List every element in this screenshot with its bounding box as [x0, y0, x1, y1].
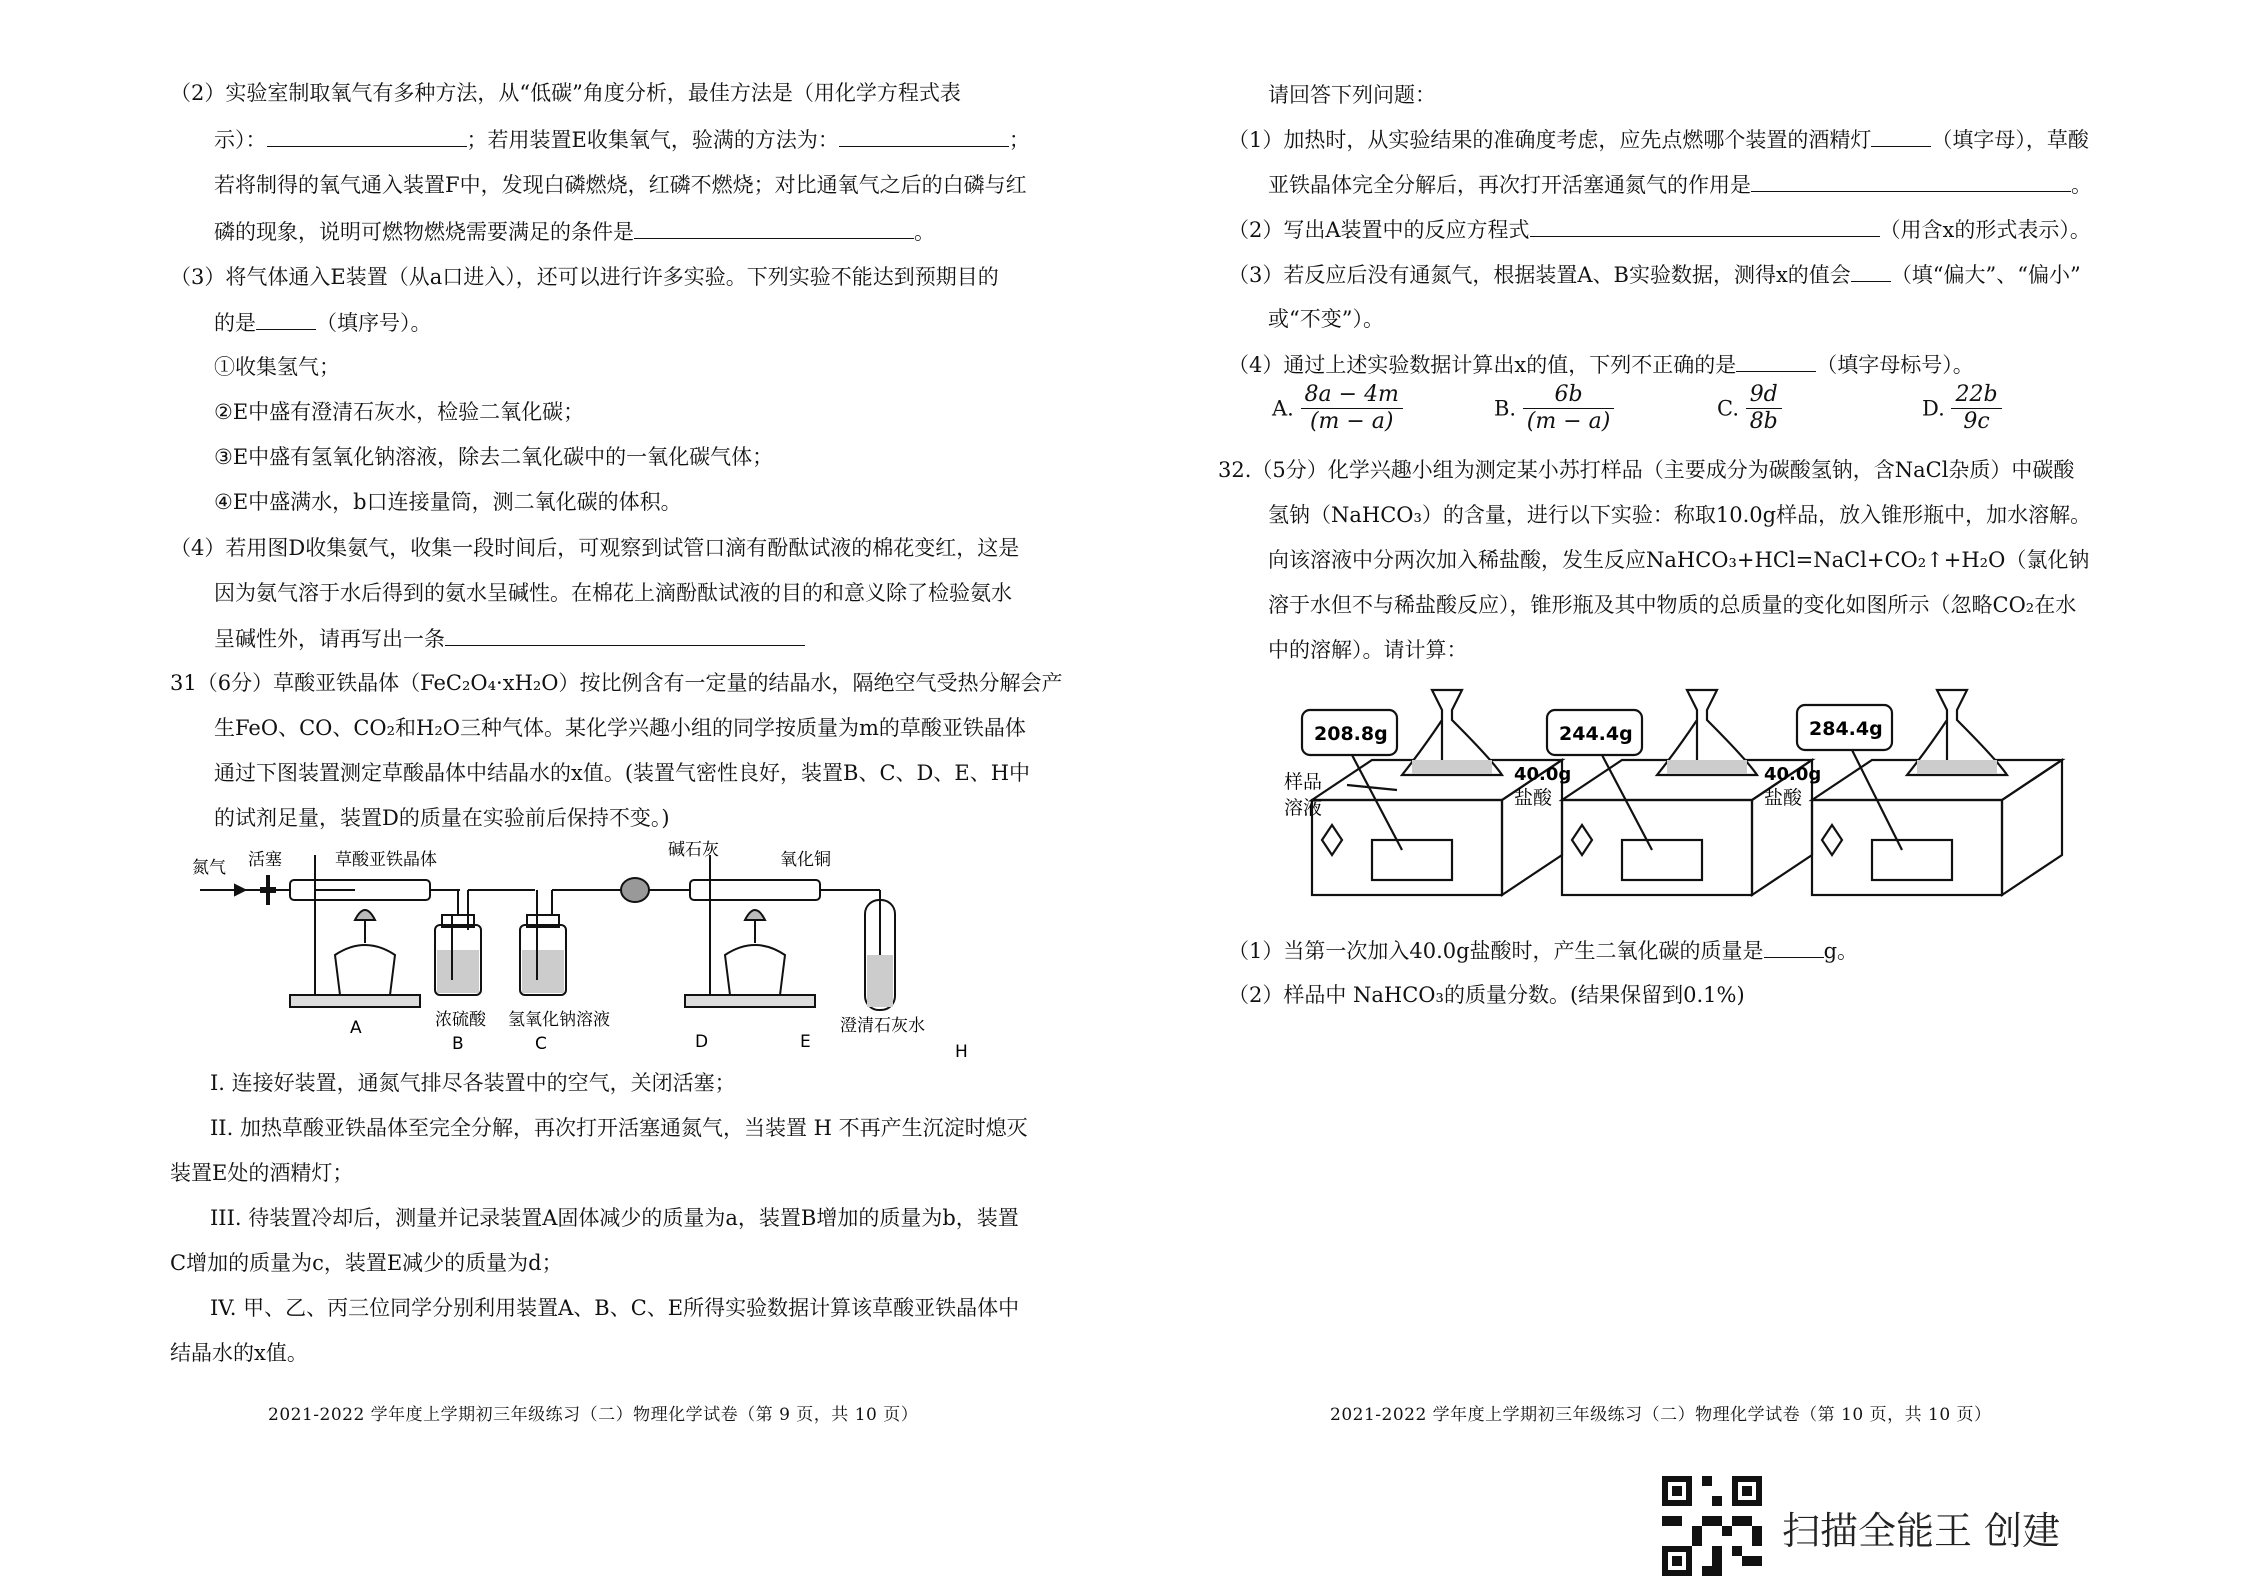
q4-line-3: 呈碱性外，请再写出一条 [214, 623, 805, 654]
label-conc-acid: 浓硫酸 [435, 1010, 486, 1030]
p1-line-1: （1）加热时，从实验结果的准确度考虑，应先点燃哪个装置的酒精灯 （填字母），草酸 [1228, 124, 2089, 155]
label-add-2-mass: 40.0g [1764, 764, 1822, 785]
option-A[interactable]: A. $\frac{8a - 4m}{(m - a)}$ [1272, 382, 1403, 435]
option-D[interactable]: D. $\frac{22b}{9c}$ [1922, 382, 2002, 435]
q2-line-2: 示）： ；若用装置E收集氧气，验满的方法为： ； [214, 124, 1030, 155]
answer-blank[interactable] [256, 307, 316, 330]
answer-blank[interactable] [1530, 214, 1880, 237]
q4-line-1: （4）若用图D收集氨气，收集一段时间后，可观察到试管口滴有酚酞试液的棉花变红，这是 [170, 536, 1020, 560]
label-C: C [535, 1034, 547, 1054]
answer-blank[interactable] [1751, 169, 2071, 192]
label-nitrogen: 氮气 [192, 858, 226, 878]
q31-line-4: 的试剂足量，装置D的质量在实验前后保持不变。) [214, 806, 670, 830]
a1-line: （1）当第一次加入40.0g盐酸时，产生二氧化碳的质量是 g。 [1228, 935, 1858, 966]
option-B[interactable]: B. $\frac{6b}{(m - a)}$ [1494, 382, 1614, 435]
q32-line-4: 溶于水但不与稀盐酸反应），锥形瓶及其中物质的总质量的变化如图所示（忽略CO₂在水 [1268, 593, 2077, 617]
a2-line: （2）样品中 NaHCO₃的质量分数。(结果保留到0.1%) [1228, 983, 1745, 1007]
q32-line-5: 中的溶解）。请计算： [1268, 638, 1468, 662]
answer-blank[interactable] [267, 124, 467, 147]
label-sample: 样品 [1284, 771, 1323, 793]
q3-option-3: ③E中盛有氢氧化钠溶液，除去二氧化碳中的一氧化碳气体； [214, 445, 774, 469]
q32-line-3: 向该溶液中分两次加入稀盐酸，发生反应NaHCO₃+HCl=NaCl+CO₂↑+H₂O（氯化钠 [1268, 548, 2090, 572]
q3-option-2: ②E中盛有澄清石灰水，检验二氧化碳； [214, 400, 585, 424]
label-valve: 活塞 [248, 850, 282, 870]
label-add-1-acid: 盐酸 [1514, 787, 1553, 809]
label-A: A [350, 1018, 362, 1038]
label-E: E [800, 1032, 811, 1052]
answer-blank[interactable] [445, 623, 805, 646]
q4-line-2: 因为氨气溶于水后得到的氨水呈碱性。在棉花上滴酚酞试液的目的和意义除了检验氨水 [214, 581, 1012, 605]
answer-blank[interactable] [1871, 124, 1931, 147]
label-soda-lime: 碱石灰 [668, 840, 719, 860]
step-4-b: 结晶水的x值。 [170, 1341, 308, 1365]
right-footer: 2021-2022 学年度上学期初三年级练习（二）物理化学试卷（第 10 页，共 10 页） [1330, 1405, 1992, 1425]
answer-blank[interactable] [1764, 935, 1824, 958]
answer-blank[interactable] [1851, 259, 1891, 282]
label-D: D [695, 1032, 709, 1052]
step-3-b: C增加的质量为c，装置E减少的质量为d； [170, 1251, 563, 1275]
label-naoh: 氢氧化钠溶液 [508, 1010, 610, 1030]
p3-line-2: 或“不变”）。 [1268, 307, 1384, 331]
scanner-watermark: 扫描全能王 创建 [1782, 1509, 2061, 1553]
q3-option-1: ①收集氢气； [214, 355, 340, 379]
answer-blank[interactable] [634, 216, 914, 239]
step-4-a: IV. 甲、乙、丙三位同学分别利用装置A、B、C、E所得实验数据计算该草酸亚铁晶体中 [210, 1296, 1020, 1320]
label-copper-oxide: 氧化铜 [780, 850, 831, 870]
answer-blank[interactable] [1736, 349, 1816, 372]
q2-line-4: 磷的现象，说明可燃物燃烧需要满足的条件是 。 [214, 216, 935, 247]
left-footer: 2021-2022 学年度上学期初三年级练习（二）物理化学试卷（第 9 页，共 10 页） [268, 1405, 919, 1425]
q3-option-4: ④E中盛满水，b口连接量筒，测二氧化碳的体积。 [214, 490, 682, 514]
step-2-a: II. 加热草酸亚铁晶体至完全分解，再次打开活塞通氮气，当装置 H 不再产生沉淀时熄灭 [210, 1116, 1028, 1140]
mass-reading-2: 244.4g [1559, 723, 1633, 745]
label-H: H [955, 1042, 968, 1062]
q2-line-3: 若将制得的氧气通入装置F中，发现白磷燃烧，红磷不燃烧；对比通氧气之后的白磷与红 [214, 173, 1027, 197]
qr-code-icon [1662, 1476, 1762, 1576]
label-crystal: 草酸亚铁晶体 [335, 850, 437, 870]
apparatus-diagram [190, 835, 1040, 1065]
balance-diagram [1284, 680, 2112, 920]
q2-line-1: （2）实验室制取氧气有多种方法，从“低碳”角度分析，最佳方法是（用化学方程式表 [170, 81, 961, 105]
label-solution: 溶液 [1284, 797, 1323, 819]
label-add-2-acid: 盐酸 [1764, 787, 1803, 809]
label-limewater: 澄清石灰水 [840, 1016, 925, 1036]
mass-reading-3: 284.4g [1809, 718, 1883, 740]
q3-line-2: 的是 （填序号）。 [214, 307, 432, 338]
answer-blank[interactable] [839, 124, 1009, 147]
mass-reading-1: 208.8g [1314, 723, 1388, 745]
p4-line: （4）通过上述实验数据计算出x的值，下列不正确的是 （填字母标号）。 [1228, 349, 1974, 380]
q32-line-1: 32.（5分）化学兴趣小组为测定某小苏打样品（主要成分为碳酸氢钠，含NaCl杂质）中碳酸 [1218, 458, 2075, 482]
q32-line-2: 氢钠（NaHCO₃）的含量，进行以下实验：称取10.0g样品，放入锥形瓶中，加水溶解。 [1268, 503, 2092, 527]
q3-line-1: （3）将气体通入E装置（从a口进入），还可以进行许多实验。下列实验不能达到预期目的 [170, 265, 999, 289]
step-3-a: III. 待装置冷却后，测量并记录装置A固体减少的质量为a，装置B增加的质量为b，装置 [210, 1206, 1019, 1230]
step-2-b: 装置E处的酒精灯； [170, 1161, 354, 1185]
label-B: B [452, 1034, 464, 1054]
q31-line-3: 通过下图装置测定草酸晶体中结晶水的x值。(装置气密性良好，装置B、C、D、E、H中 [214, 761, 1031, 785]
q31-line-1: 31（6分）草酸亚铁晶体（FeC₂O₄·xH₂O）按比例含有一定量的结晶水，隔绝空气受热分解会产 [170, 671, 1063, 695]
intro: 请回答下列问题： [1268, 83, 1436, 107]
p1-line-2: 亚铁晶体完全分解后，再次打开活塞通氮气的作用是 。 [1268, 169, 2092, 200]
option-C[interactable]: C. $\frac{9d}{8b}$ [1717, 382, 1782, 435]
label-add-1-mass: 40.0g [1514, 764, 1572, 785]
p3-line-1: （3）若反应后没有通氮气，根据装置A、B实验数据，测得x的值会 （填“偏大”、“偏小” [1228, 259, 2081, 290]
step-1: I. 连接好装置，通氮气排尽各装置中的空气，关闭活塞； [210, 1071, 736, 1095]
q31-line-2: 生FeO、CO、CO₂和H₂O三种气体。某化学兴趣小组的同学按质量为m的草酸亚铁晶体 [214, 716, 1026, 740]
p2-line: （2）写出A装置中的反应方程式 （用含x的形式表示）。 [1228, 214, 2091, 245]
